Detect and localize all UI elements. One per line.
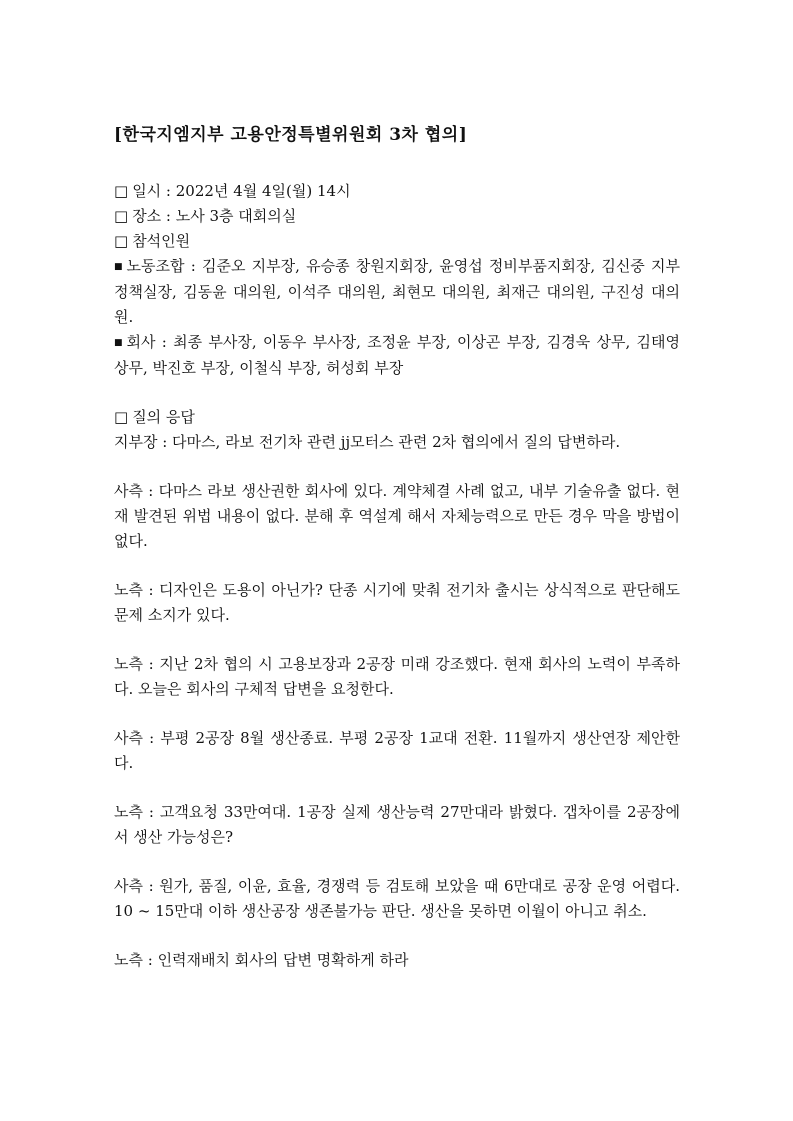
qa-exchange: 노측 : 지난 2차 협의 시 고용보장과 2공장 미래 강조했다. 현재 회사의 노력이 부족하다. 오늘은 회사의 구체적 답변을 요청한다. [114,655,680,698]
bullet-icon: ■ [114,262,123,272]
checkbox-icon: □ [114,232,129,250]
spacer [114,702,680,726]
spacer [114,554,680,578]
spacer [114,455,680,479]
qa-intro: 지부장 : 다마스, 라보 전기차 관련 jj모터스 관련 2차 협의에서 질의 답변하라. [114,433,621,451]
spacer [114,628,680,652]
document-title: [한국지엠지부 고용안정특별위원회 3차 협의] [114,125,468,145]
qa-exchange: 사측 : 원가, 품질, 이윤, 효율, 경쟁력 등 검토해 보았을 때 6만대로 공장 운영 어렵다. 10 ~ 15만대 이하 생산공장 생존불가능 판단. 생산을 못하면 이월이 아니고 취소. [114,877,680,920]
qa-exchange: 노측 : 디자인은 도용이 아닌가? 단종 시기에 맞춰 전기차 출시는 상식적으로 판단해도 문제 소지가 있다. [114,581,680,624]
bullet-icon: ■ [114,338,123,348]
date-line [114,179,680,204]
qa-exchange: 노측 : 인력재배치 회사의 답변 명확하게 하라 [114,951,409,969]
attendees-heading [114,229,680,254]
checkbox-icon: □ [114,408,129,426]
spacer [114,850,680,874]
place-text: 장소 : 노사 3층 대회의실 [132,207,297,225]
company-members-text: 회사 : 최종 부사장, 이동우 부사장, 조정윤 부장, 이상곤 부장, 김경욱 상무, 김태영 상무, 박진호 부장, 이철식 부장, 허성회 부장 [114,333,680,377]
attendees-heading-text: 참석인원 [132,232,191,250]
union-members-text: 노동조합 : 김준오 지부장, 유승종 창원지회장, 윤영섭 정비부품지회장, 김신중 지부정책실장, 김동윤 대의원, 이석주 대의원, 최현모 대의원, 최재근 대의원, 구진성 대의원. [114,257,680,326]
qa-heading-text: 질의 응답 [132,408,195,426]
qa-exchange: 사측 : 다마스 라보 생산권한 회사에 있다. 계약체결 사례 없고, 내부 기술유출 없다. 현재 발견된 위법 내용이 없다. 분해 후 역설계 해서 자체능력으로 만든 경우 막을 방법이 없다. [114,482,680,550]
date-text: 일시 : 2022년 4월 4일(월) 14시 [132,182,351,200]
spacer [114,924,680,948]
union-members [114,254,680,330]
checkbox-icon: □ [114,182,129,200]
qa-exchange: 노측 : 고객요청 33만여대. 1공장 실제 생산능력 27만대라 밝혔다. 갭차이를 2공장에서 생산 가능성은? [114,803,680,846]
qa-heading [114,405,680,430]
checkbox-icon: □ [114,207,129,225]
qa-exchange: 사측 : 부평 2공장 8월 생산종료. 부평 2공장 1교대 전환. 11월까지 생산연장 제안한다. [114,729,680,772]
spacer [114,776,680,800]
company-members [114,330,680,381]
document-page [114,120,680,973]
spacer [114,381,680,405]
place-line [114,204,680,229]
